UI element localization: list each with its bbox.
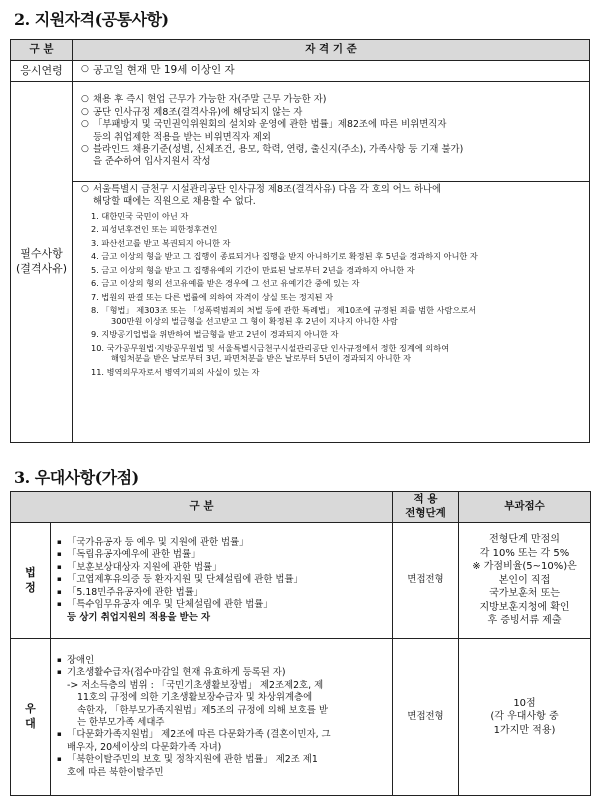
list-item-text: 「5.18민주유공자에 관한 법률」 — [67, 586, 204, 598]
required-label-line2: (결격사유) — [15, 262, 68, 275]
veterans-label-char: 정 — [25, 580, 36, 594]
required-row — [11, 82, 590, 182]
list-item — [57, 729, 388, 754]
list-item-text: 등의 취업제한 적용을 받는 비위면직자 제외 — [93, 131, 271, 143]
score-line: 전형단계 만점의 — [489, 534, 560, 546]
preferential-criteria — [51, 639, 393, 796]
list-item-text: 기초생활수급자(접수마감일 현재 유효하게 등록된 자) — [67, 667, 286, 679]
preferential-label — [11, 639, 51, 796]
list-item — [57, 667, 388, 729]
disqualification-item — [81, 278, 589, 289]
list-item — [57, 562, 388, 574]
required-criteria — [73, 82, 590, 182]
veterans-note: 등 상기 취업지원의 적용을 받는 자 — [67, 611, 211, 623]
list-item-text: 「다문화가족지원법」 제2조에 따른 다문화가족 (결혼이민자, 그 — [67, 729, 331, 741]
score-line: 지방보훈지청에 확인 — [479, 601, 570, 613]
header-score: 부과점수 — [459, 492, 591, 523]
disqualification-item-text: 해임처분을 받은 날로부터 3년, 파면처분을 받은 날로부터 5년이 경과되지 아니한 자 — [111, 353, 412, 364]
list-item-text: 「국가유공자 등 예우 및 지원에 관한 법률」 — [67, 537, 249, 549]
veterans-label — [11, 523, 51, 639]
header-stage-line1: 적 용 — [413, 493, 438, 506]
preferential-score — [459, 639, 591, 796]
section2-title: 2. 지원자격(공통사항) — [14, 10, 169, 29]
preferential-list — [57, 655, 388, 779]
disqualification-item-text: 10. 국가공무원법·지방공무원법 및 서울특별시금천구시설관리공단 인사규정에서 정한 징계에 의하여 — [91, 342, 450, 353]
veterans-label-char: 법 — [25, 565, 36, 579]
list-item-text: 「독립유공자예우에 관한 법률」 — [67, 549, 201, 561]
disqualification-item-text: 1. 대한민국 국민이 아닌 자 — [91, 210, 189, 221]
circle-bullet-icon: ○ — [81, 143, 89, 154]
required-label — [11, 82, 73, 443]
list-item-text: 속한자, 「한부모가족지원법」제5조의 규정에 의해 보호를 받 — [77, 704, 328, 716]
age-row — [11, 61, 590, 82]
preferential-label-char: 대 — [25, 717, 36, 730]
list-item — [81, 119, 589, 144]
disqualification-item — [81, 251, 589, 262]
disqualification-item-text: 9. 지방공기업법을 위반하여 벌금형을 받고 2년이 경과되지 아니한 자 — [91, 329, 339, 340]
veterans-stage: 면접전형 — [393, 523, 459, 639]
list-item — [81, 94, 589, 106]
header-category: 구 분 — [11, 40, 73, 61]
disqualification-item — [81, 224, 589, 235]
score-line: 후 증빙서류 제출 — [487, 615, 562, 627]
list-item — [57, 537, 388, 549]
list-item-text: 「부패방지 및 국민권익위원회의 설치와 운영에 관한 법률」제82조에 따른 비위면직자 — [93, 119, 447, 131]
disqualification-item — [81, 292, 589, 303]
header-stage — [393, 492, 459, 523]
square-bullet-icon: ▪ — [57, 587, 62, 596]
square-bullet-icon: ▪ — [57, 655, 62, 664]
list-item — [57, 574, 388, 586]
square-bullet-icon: ▪ — [57, 538, 62, 547]
veterans-score — [459, 523, 591, 639]
circle-bullet-icon: ○ — [81, 106, 89, 117]
square-bullet-icon: ▪ — [57, 550, 62, 559]
list-item-body — [67, 667, 388, 729]
intro-text: 해당할 때에는 직원으로 채용할 수 없다. — [93, 196, 256, 208]
square-bullet-icon: ▪ — [57, 668, 62, 677]
age-criteria — [73, 61, 590, 82]
list-item-text: 장애인 — [67, 654, 95, 666]
disqualification-item — [81, 238, 589, 249]
disqualification-item — [81, 265, 589, 276]
list-item-text: -> 저소득층의 범위 : 「국민기초생활보장법」 제2조제2호, 제 — [67, 679, 324, 691]
intro-text: 서울특별시 금천구 시설관리공단 인사규정 제8조(결격사유) 다음 각 호의 어느 하나에 — [93, 184, 442, 195]
veterans-row — [11, 523, 591, 639]
square-bullet-icon: ▪ — [57, 575, 62, 584]
disqualification-item — [81, 305, 589, 326]
required-label-line1: 필수사항 — [20, 247, 63, 261]
header-category: 구 분 — [11, 492, 393, 523]
list-item-text: 채용 후 즉시 현업 근무가 가능한 자(주말 근무 가능한 자) — [93, 94, 327, 106]
preference-header-row — [11, 492, 591, 523]
disqualification-criteria — [73, 182, 590, 443]
eligibility-table — [10, 39, 590, 443]
circle-bullet-icon: ○ — [81, 184, 89, 194]
circle-bullet-icon: ○ — [81, 119, 89, 130]
list-item-text: 는 한부모가족 세대주 — [77, 717, 165, 728]
list-item — [57, 587, 388, 599]
list-item-text: 호에 따른 북한이탈주민 — [67, 766, 164, 778]
list-item-body — [67, 754, 388, 779]
list-item-body — [67, 729, 388, 754]
square-bullet-icon: ▪ — [57, 730, 62, 739]
disqualification-item — [81, 329, 589, 340]
disqualification-intro — [81, 184, 589, 209]
disqualification-item-text: 300만원 이상의 벌금형을 선고받고 그 형이 확정된 후 2년이 지나지 아니한 사람 — [111, 315, 398, 326]
disqualification-item-text: 3. 파산선고를 받고 복권되지 아니한 자 — [91, 237, 231, 248]
list-item — [57, 549, 388, 561]
age-text: 공고일 현재 만 19세 이상인 자 — [93, 64, 235, 77]
veterans-list — [57, 537, 388, 611]
square-bullet-icon: ▪ — [57, 562, 62, 571]
score-line: 본인이 직접 — [498, 574, 551, 586]
list-item-text: 「특수임무유공자 예우 및 단체설립에 관한 법률」 — [67, 599, 273, 611]
score-line: 각 10% 또는 각 5% — [479, 547, 570, 559]
disqualification-item-text: 5. 금고 이상의 형을 받고 그 집행유예의 기간이 만료된 날로부터 2년을 경과하지 아니한 자 — [91, 264, 415, 275]
list-item — [57, 599, 388, 611]
list-item-text: 공단 인사규정 제8조(결격사유)에 해당되지 않는 자 — [93, 106, 303, 118]
circle-bullet-icon: ○ — [81, 94, 89, 105]
disqualification-row — [11, 182, 590, 443]
square-bullet-icon: ▪ — [57, 755, 62, 764]
preferential-stage: 면접전형 — [393, 639, 459, 796]
disqualification-item-text: 4. 금고 이상의 형을 받고 그 집행이 종료되거나 집행을 받지 아니하기로 확정된 후 5년을 경과하지 아니한 자 — [91, 251, 478, 262]
list-item — [57, 655, 388, 667]
list-item-text: 「북한이탈주민의 보호 및 정착지원에 관한 법률」 제2조 제1 — [67, 754, 318, 766]
list-item-body — [67, 655, 388, 667]
disqualification-list — [81, 211, 589, 378]
score-line: 국가보훈처 또는 — [489, 588, 560, 600]
list-item-text: 배우자, 20세이상의 다문화가족 자녀) — [67, 741, 222, 753]
disqualification-item — [81, 367, 589, 378]
list-item-text: 「보훈보상대상자 지원에 관한 법률」 — [67, 561, 222, 573]
veterans-criteria — [51, 523, 393, 639]
list-item — [81, 107, 589, 119]
disqualification-item-text: 6. 금고 이상의 형의 선고유예를 받은 경우에 그 선고 유예기간 중에 있는 자 — [91, 278, 360, 289]
preferential-label-char: 우 — [25, 702, 36, 716]
score-line: 10점 — [513, 697, 536, 709]
square-bullet-icon: ▪ — [57, 600, 62, 609]
list-item — [81, 144, 589, 169]
disqualification-item — [81, 343, 589, 364]
disqualification-item-text: 8. 「형법」 제303조 또는 「성폭력범죄의 처벌 등에 관한 특례법」 제10조에 규정된 죄를 범한 사람으로서 — [91, 305, 477, 316]
list-item-text: 11호의 규정에 의한 기초생활보장수급자 및 차상위계층에 — [77, 692, 313, 704]
disqualification-item-text: 2. 피성년후견인 또는 피한정후견인 — [91, 224, 218, 235]
section3-title: 3. 우대사항(가점) — [14, 468, 139, 487]
disqualification-item-text: 7. 법원의 판결 또는 다른 법률에 의하여 자격이 상실 또는 정지된 자 — [91, 291, 334, 302]
disqualification-item — [81, 211, 589, 222]
disqualification-item-text: 11. 병역의무자로서 병역기피의 사실이 있는 자 — [91, 366, 260, 377]
list-item-text: 을 준수하여 입사지원서 작성 — [93, 156, 211, 168]
list-item — [57, 754, 388, 779]
score-line: (각 우대사항 중 — [490, 711, 559, 723]
preferential-row — [11, 639, 591, 796]
header-criteria: 자 격 기 준 — [73, 40, 590, 61]
score-line: ※ 가점비율(5~10%)은 — [472, 561, 577, 573]
header-stage-line2: 전형단계 — [405, 507, 446, 519]
age-label: 응시연령 — [11, 61, 73, 82]
preference-table — [10, 491, 591, 796]
list-item-text: 블라인드 채용기준(성별, 신체조건, 용모, 학력, 연령, 출신지(주소), 가족사항 등 기재 불가) — [93, 143, 464, 155]
circle-bullet-icon: ○ — [81, 64, 89, 75]
list-item-text: 「고엽제후유의증 등 환자지원 및 단체설립에 관한 법률」 — [67, 574, 303, 586]
score-line: 1가지만 적용) — [493, 724, 556, 736]
eligibility-header-row — [11, 40, 590, 61]
